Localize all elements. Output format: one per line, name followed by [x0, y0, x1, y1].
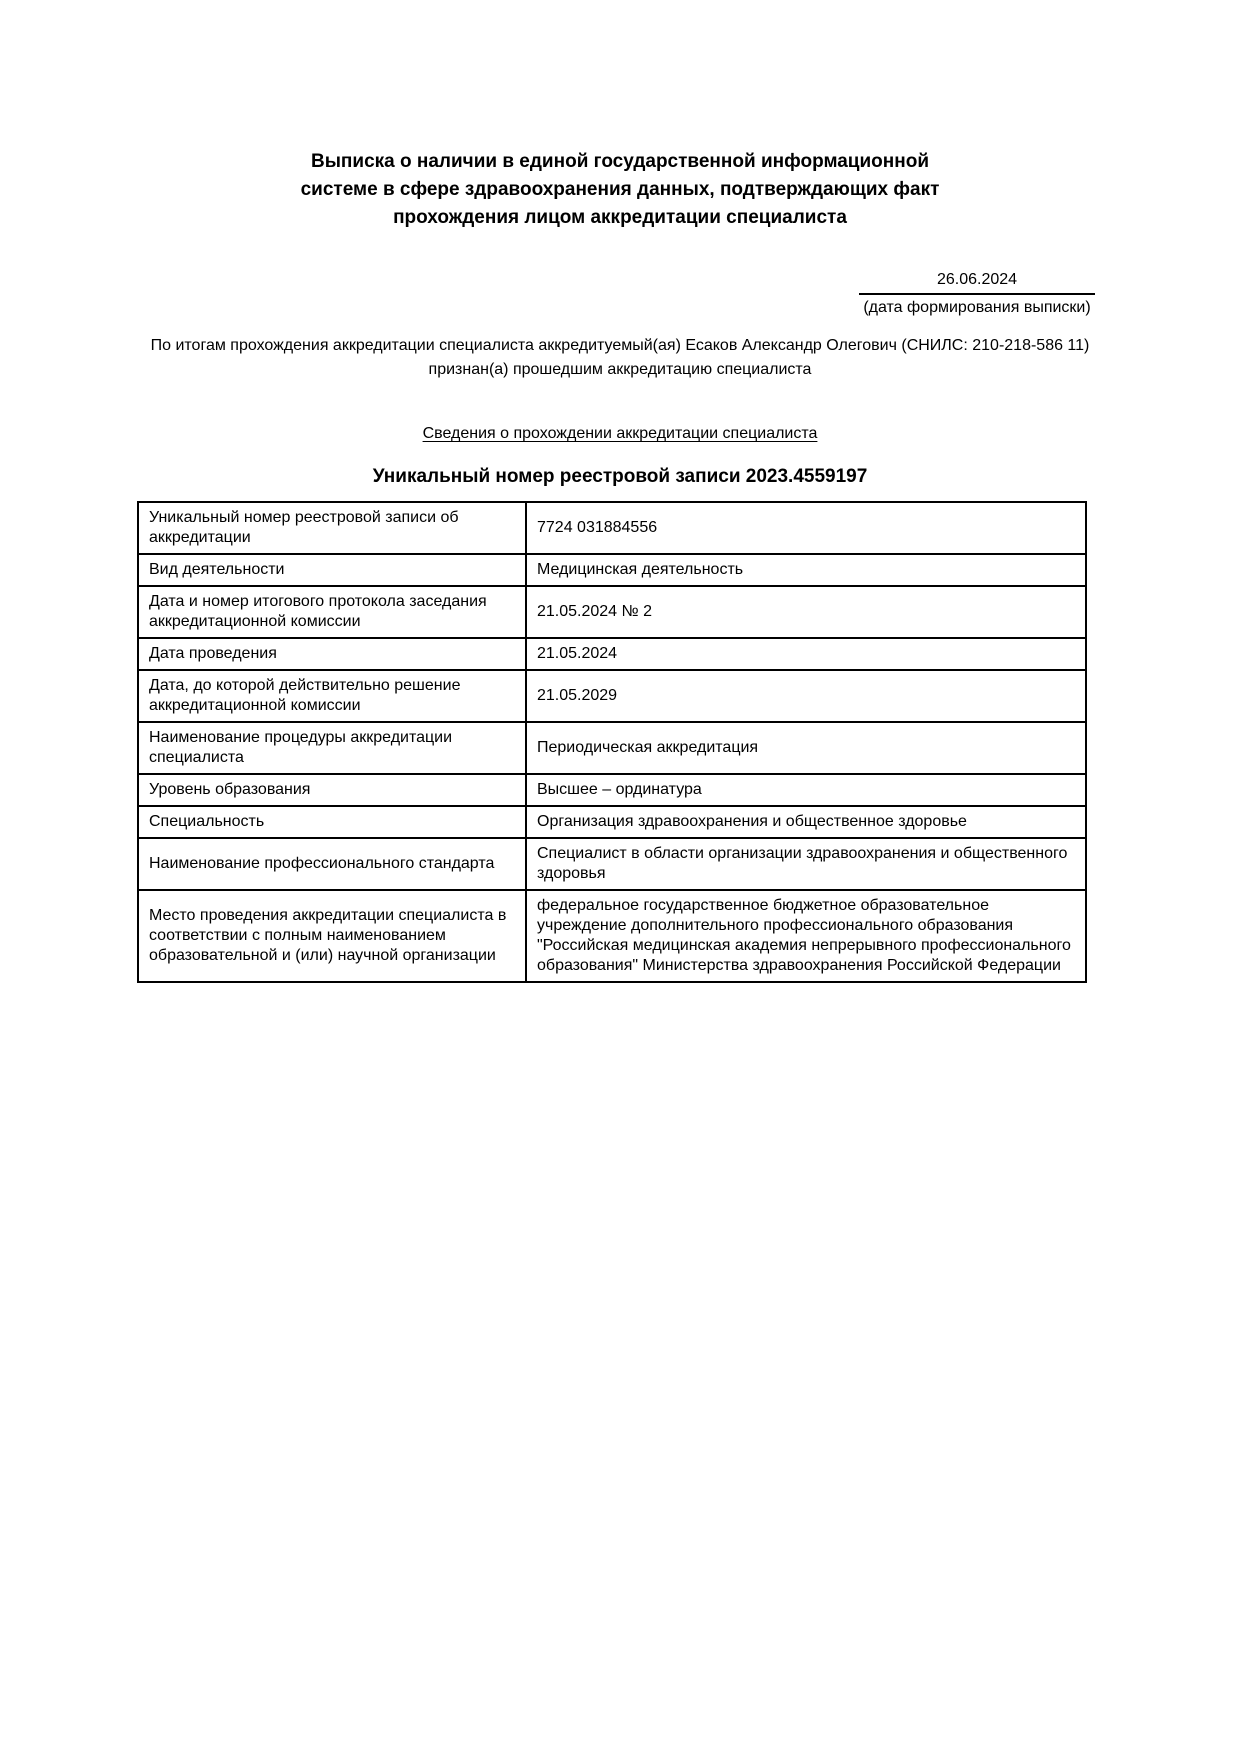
row-value: Медицинская деятельность: [526, 554, 1086, 586]
table-row: [138, 586, 1086, 638]
document-title-line-3: прохождения лицом аккредитации специалиста: [393, 207, 847, 228]
document-title-line-1: Выписка о наличии в единой государственной информационной: [310, 151, 930, 172]
row-value: 21.05.2029: [526, 670, 1086, 722]
row-label: Дата и номер итогового протокола заседания аккредитационной комиссии: [138, 586, 526, 638]
extract-date-block: [859, 270, 1095, 318]
row-value: федеральное государственное бюджетное образовательное учреждение дополнительного профессионального образования "Российская медицинская академия непрерывного профессионального образования" Министерства здравоохранения Российской Федерации: [526, 890, 1086, 982]
row-value: 21.05.2024 № 2: [526, 586, 1086, 638]
row-value: Высшее – ординатура: [526, 774, 1086, 806]
extract-date-caption: (дата формирования выписки): [863, 299, 1091, 316]
row-value: Специалист в области организации здравоохранения и общественного здоровья: [526, 838, 1086, 890]
accreditation-result-paragraph: По итогам прохождения аккредитации специалиста аккредитуемый(ая) Есаков Александр Олегович (СНИЛС: 210-218-586 11) признан(а) прошедшим аккредитацию специалиста: [150, 337, 1090, 378]
row-value: 7724 031884556: [526, 502, 1086, 554]
table-row: [138, 890, 1086, 982]
row-label: Место проведения аккредитации специалиста в соответствии с полным наименованием образовательной и (или) научной организации: [138, 890, 526, 982]
row-value: Организация здравоохранения и общественное здоровье: [526, 806, 1086, 838]
table-row: [138, 554, 1086, 586]
row-label: Вид деятельности: [138, 554, 526, 586]
table-row: [138, 774, 1086, 806]
row-label: Специальность: [138, 806, 526, 838]
accreditation-table-body: [138, 502, 1086, 982]
row-value: 21.05.2024: [526, 638, 1086, 670]
registry-record-heading: Уникальный номер реестровой записи 2023.4559197: [372, 466, 868, 487]
row-label: Дата проведения: [138, 638, 526, 670]
extract-date-value: 26.06.2024: [859, 270, 1095, 295]
row-label: Дата, до которой действительно решение аккредитационной комиссии: [138, 670, 526, 722]
section-heading: Сведения о прохождении аккредитации специалиста: [422, 425, 818, 442]
document-title-line-2: системе в сфере здравоохранения данных, подтверждающих факт: [300, 179, 940, 200]
accreditation-details-table: [137, 501, 1087, 983]
row-label: Наименование процедуры аккредитации специалиста: [138, 722, 526, 774]
row-value: Периодическая аккредитация: [526, 722, 1086, 774]
table-row: [138, 502, 1086, 554]
table-row: [138, 806, 1086, 838]
row-label: Уникальный номер реестровой записи об аккредитации: [138, 502, 526, 554]
row-label: Наименование профессионального стандарта: [138, 838, 526, 890]
table-row: [138, 638, 1086, 670]
table-row: [138, 670, 1086, 722]
document-title: [0, 0, 1240, 232]
table-row: [138, 722, 1086, 774]
row-label: Уровень образования: [138, 774, 526, 806]
table-row: [138, 838, 1086, 890]
